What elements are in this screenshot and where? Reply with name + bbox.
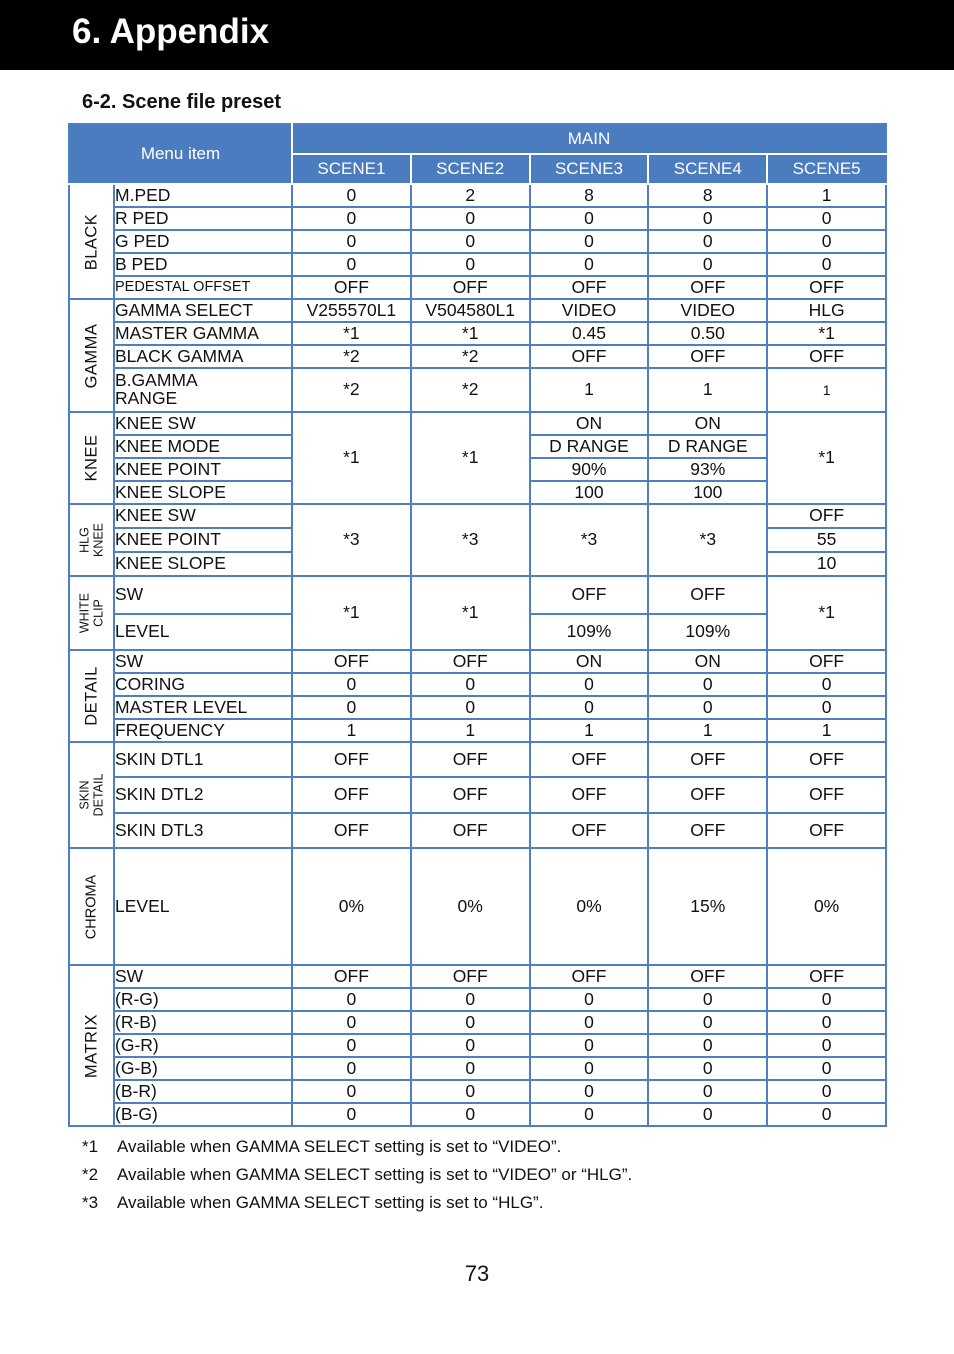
group-label: CHROMA (83, 874, 100, 939)
value-cell: OFF (411, 777, 530, 813)
value-cell: 109% (530, 614, 649, 650)
value-cell: 1 (292, 719, 411, 742)
value-cell: OFF (292, 276, 411, 299)
value-cell: ON (530, 650, 649, 673)
value-cell: 90% (530, 458, 649, 481)
value-cell: 0 (530, 230, 649, 253)
menu-item-label: SKIN DTL3 (114, 813, 292, 848)
table-row (69, 276, 886, 299)
value-cell: 0 (411, 988, 530, 1011)
table-row (69, 1057, 886, 1080)
menu-item-label: (G-B) (114, 1057, 292, 1080)
value-cell: ON (648, 412, 767, 435)
page-number: 73 (464, 1261, 490, 1286)
table-row (69, 1011, 886, 1034)
value-cell: OFF (648, 777, 767, 813)
table-row (69, 184, 886, 207)
group-label-line: HLG (77, 527, 92, 553)
group-label: GAMMA (82, 323, 101, 388)
menu-item-label: KNEE SLOPE (114, 552, 292, 576)
value-cell: 0 (767, 1057, 886, 1080)
menu-item-label: (R-B) (114, 1011, 292, 1034)
group-label: DETAIL (82, 666, 101, 726)
value-cell: 1 (767, 719, 886, 742)
menu-item-label: MASTER GAMMA (114, 322, 292, 345)
value-cell: 0 (292, 673, 411, 696)
value-cell: 0 (648, 1034, 767, 1057)
value-cell: 0 (292, 230, 411, 253)
menu-item-label: G PED (114, 230, 292, 253)
value-cell: 0 (648, 1011, 767, 1034)
value-cell: 1 (767, 368, 886, 412)
table-row (69, 412, 886, 435)
value-cell: OFF (411, 813, 530, 848)
value-cell: ON (648, 650, 767, 673)
value-cell: 8 (648, 184, 767, 207)
value-cell: OFF (292, 965, 411, 988)
value-cell: 93% (648, 458, 767, 481)
group-gamma (69, 299, 114, 412)
table-row (69, 299, 886, 322)
menu-item-label: GAMMA SELECT (114, 299, 292, 322)
value-cell: 0 (530, 1011, 649, 1034)
table-row (69, 207, 886, 230)
value-cell: *1 (292, 412, 411, 504)
table-row (69, 813, 886, 848)
value-cell: OFF (767, 504, 886, 528)
group-label: MATRIX (82, 1013, 101, 1078)
group-matrix (69, 965, 114, 1126)
value-cell: 0 (411, 1034, 530, 1057)
menu-item-label: CORING (114, 673, 292, 696)
value-cell: OFF (648, 813, 767, 848)
group-label: BLACK (82, 213, 101, 270)
value-cell: 2 (411, 184, 530, 207)
value-cell: 0 (292, 1034, 411, 1057)
value-cell: *2 (411, 345, 530, 368)
value-cell: 1 (648, 719, 767, 742)
menu-item-label: SW (114, 650, 292, 673)
section-title: 6-2. Scene file preset (82, 91, 281, 113)
value-cell: 0 (411, 673, 530, 696)
chapter-title: 6. Appendix (72, 12, 270, 51)
value-cell: *3 (411, 504, 530, 576)
menu-item-label: KNEE SLOPE (114, 481, 292, 504)
scene-header: SCENE5 (767, 154, 886, 184)
footnote-mark: *3 (82, 1193, 99, 1212)
value-cell: 0% (411, 848, 530, 965)
value-cell: 0 (648, 1057, 767, 1080)
value-cell: 0 (411, 1080, 530, 1103)
value-cell: 0 (767, 207, 886, 230)
group-label (77, 523, 106, 557)
value-cell: OFF (767, 813, 886, 848)
value-cell: 0% (292, 848, 411, 965)
value-cell: 109% (648, 614, 767, 650)
value-cell: OFF (411, 650, 530, 673)
value-cell: 0 (767, 253, 886, 276)
menu-item-label: SW (114, 576, 292, 614)
value-cell: V504580L1 (411, 299, 530, 322)
value-cell: 0 (292, 1103, 411, 1126)
scene-header: SCENE2 (411, 154, 530, 184)
table-row (69, 1034, 886, 1057)
value-cell: 0 (292, 1080, 411, 1103)
header-bar (0, 0, 954, 70)
footnote-mark: *2 (82, 1165, 99, 1184)
value-cell: *2 (411, 368, 530, 412)
menu-item-label: BLACK GAMMA (114, 345, 292, 368)
value-cell: *1 (411, 412, 530, 504)
group-label (77, 593, 106, 633)
value-cell: 0 (648, 673, 767, 696)
value-cell: 0 (411, 1011, 530, 1034)
value-cell: 0 (648, 696, 767, 719)
value-cell: OFF (411, 276, 530, 299)
value-cell: 0% (530, 848, 649, 965)
menu-item-label: MASTER LEVEL (114, 696, 292, 719)
value-cell: VIDEO (530, 299, 649, 322)
value-cell: 1 (767, 184, 886, 207)
value-cell: OFF (530, 813, 649, 848)
table-row (69, 1080, 886, 1103)
value-cell: 0 (767, 1080, 886, 1103)
table-row (69, 1103, 886, 1126)
menu-item-label: (G-R) (114, 1034, 292, 1057)
value-cell: 15% (648, 848, 767, 965)
value-cell: 100 (648, 481, 767, 504)
table-row (69, 253, 886, 276)
value-cell: 0 (411, 696, 530, 719)
value-cell: OFF (292, 742, 411, 777)
value-cell: 0 (767, 230, 886, 253)
table-row (69, 673, 886, 696)
value-cell: *1 (411, 576, 530, 650)
group-hlg-knee (69, 504, 114, 576)
group-label-line: KNEE (91, 522, 106, 558)
table-row (69, 576, 886, 614)
value-cell: 0 (530, 1057, 649, 1080)
value-cell: *1 (767, 322, 886, 345)
value-cell: 0 (411, 253, 530, 276)
menu-item-label-line: RANGE (115, 388, 178, 408)
value-cell: 1 (648, 368, 767, 412)
menu-item-label: M.PED (114, 184, 292, 207)
menu-item-label (114, 368, 292, 412)
value-cell: 0 (767, 673, 886, 696)
table-row (69, 848, 886, 965)
value-cell: *2 (292, 368, 411, 412)
group-label-line: WHITE (77, 592, 92, 634)
value-cell: OFF (648, 576, 767, 614)
value-cell: *1 (767, 412, 886, 504)
value-cell: 0 (648, 1080, 767, 1103)
group-label: KNEE (82, 434, 101, 482)
value-cell: OFF (648, 276, 767, 299)
value-cell: OFF (648, 742, 767, 777)
value-cell: OFF (292, 777, 411, 813)
group-label-line: CLIP (91, 599, 106, 627)
value-cell: 0 (411, 1057, 530, 1080)
value-cell: OFF (530, 276, 649, 299)
table-row (69, 345, 886, 368)
table-row (69, 504, 886, 528)
scene-header: SCENE4 (648, 154, 767, 184)
menu-item-label: SKIN DTL1 (114, 742, 292, 777)
value-cell: 0 (648, 230, 767, 253)
menu-item-label-line: B.GAMMA (115, 370, 198, 391)
value-cell: 55 (767, 528, 886, 552)
value-cell: 0 (292, 207, 411, 230)
value-cell: 0% (767, 848, 886, 965)
value-cell: OFF (767, 742, 886, 777)
value-cell: OFF (411, 742, 530, 777)
value-cell: *3 (292, 504, 411, 576)
value-cell: 0 (292, 988, 411, 1011)
value-cell: 0 (292, 1057, 411, 1080)
menu-item-label: KNEE SW (114, 504, 292, 528)
value-cell: OFF (530, 777, 649, 813)
menu-item-label: KNEE POINT (114, 528, 292, 552)
value-cell: 0 (648, 207, 767, 230)
value-cell: 0.50 (648, 322, 767, 345)
menu-item-label: KNEE POINT (114, 458, 292, 481)
value-cell: ON (530, 412, 649, 435)
value-cell: 8 (530, 184, 649, 207)
group-detail (69, 650, 114, 742)
value-cell: 0 (411, 1103, 530, 1126)
scene-header: SCENE1 (292, 154, 411, 184)
table-row (69, 650, 886, 673)
value-cell: 10 (767, 552, 886, 576)
value-cell: 0 (530, 1103, 649, 1126)
value-cell: OFF (292, 650, 411, 673)
menu-item-label: LEVEL (114, 848, 292, 965)
value-cell: OFF (411, 965, 530, 988)
value-cell: 0 (767, 1034, 886, 1057)
value-cell: OFF (530, 965, 649, 988)
footnote-mark: *1 (82, 1137, 99, 1156)
value-cell: OFF (530, 742, 649, 777)
value-cell: 0 (411, 207, 530, 230)
menu-item-label: R PED (114, 207, 292, 230)
group-white-clip (69, 576, 114, 650)
value-cell: 0 (292, 696, 411, 719)
menu-item-label: LEVEL (114, 614, 292, 650)
main-header: MAIN (292, 124, 886, 154)
group-black (69, 184, 114, 299)
scene-file-preset-table (68, 123, 887, 1127)
value-cell: *1 (767, 576, 886, 650)
footnote-text: Available when GAMMA SELECT setting is set to “HLG”. (117, 1193, 544, 1212)
menu-item-label: FREQUENCY (114, 719, 292, 742)
value-cell: 0 (530, 673, 649, 696)
value-cell: OFF (530, 345, 649, 368)
footnote-text: Available when GAMMA SELECT setting is set to “VIDEO” or “HLG”. (117, 1165, 633, 1184)
table-row (69, 368, 886, 412)
value-cell: *3 (648, 504, 767, 576)
value-cell: 0 (530, 207, 649, 230)
value-cell: OFF (767, 345, 886, 368)
value-cell: 0.45 (530, 322, 649, 345)
value-cell: D RANGE (648, 435, 767, 458)
value-cell: 0 (292, 1011, 411, 1034)
value-cell: OFF (292, 813, 411, 848)
value-cell: VIDEO (648, 299, 767, 322)
value-cell: OFF (767, 650, 886, 673)
value-cell: 0 (648, 988, 767, 1011)
group-label-line: DETAIL (91, 773, 106, 817)
menu-item-label: (B-G) (114, 1103, 292, 1126)
menu-item-label: (R-G) (114, 988, 292, 1011)
footnote-text: Available when GAMMA SELECT setting is set to “VIDEO”. (117, 1137, 562, 1156)
value-cell: 1 (530, 719, 649, 742)
value-cell: 0 (530, 988, 649, 1011)
table-row (69, 230, 886, 253)
value-cell: *2 (292, 345, 411, 368)
group-knee (69, 412, 114, 504)
value-cell: *1 (292, 322, 411, 345)
menu-item-label: (B-R) (114, 1080, 292, 1103)
group-label-line: SKIN (77, 780, 92, 810)
value-cell: 0 (530, 1080, 649, 1103)
menu-item-label: KNEE MODE (114, 435, 292, 458)
value-cell: 0 (530, 696, 649, 719)
menu-item-label: PEDESTAL OFFSET (114, 276, 292, 299)
value-cell: 1 (411, 719, 530, 742)
value-cell: 0 (530, 253, 649, 276)
menu-item-label: KNEE SW (114, 412, 292, 435)
group-skin-detail (69, 742, 114, 848)
value-cell: OFF (767, 777, 886, 813)
value-cell: OFF (648, 345, 767, 368)
menu-item-label: SW (114, 965, 292, 988)
value-cell: 0 (530, 1034, 649, 1057)
value-cell: V255570L1 (292, 299, 411, 322)
value-cell: *3 (530, 504, 649, 576)
value-cell: OFF (767, 965, 886, 988)
value-cell: 100 (530, 481, 649, 504)
scene-header: SCENE3 (530, 154, 649, 184)
group-label (77, 774, 106, 817)
table-row (69, 696, 886, 719)
value-cell: *1 (292, 576, 411, 650)
value-cell: 0 (767, 1103, 886, 1126)
table-row (69, 988, 886, 1011)
menu-item-label: SKIN DTL2 (114, 777, 292, 813)
menu-item-header: Menu item (69, 124, 292, 184)
table-row (69, 777, 886, 813)
table-row (69, 965, 886, 988)
value-cell: 1 (530, 368, 649, 412)
value-cell: 0 (292, 184, 411, 207)
value-cell: 0 (411, 230, 530, 253)
group-chroma (69, 848, 114, 965)
value-cell: OFF (530, 576, 649, 614)
value-cell: 0 (292, 253, 411, 276)
value-cell: OFF (648, 965, 767, 988)
table-row (69, 742, 886, 777)
value-cell: 0 (767, 988, 886, 1011)
value-cell: HLG (767, 299, 886, 322)
table-row (69, 719, 886, 742)
value-cell: D RANGE (530, 435, 649, 458)
value-cell: OFF (767, 276, 886, 299)
table-row (69, 322, 886, 345)
value-cell: *1 (411, 322, 530, 345)
value-cell: 0 (767, 696, 886, 719)
value-cell: 0 (767, 1011, 886, 1034)
menu-item-label: B PED (114, 253, 292, 276)
value-cell: 0 (648, 1103, 767, 1126)
value-cell: 0 (648, 253, 767, 276)
